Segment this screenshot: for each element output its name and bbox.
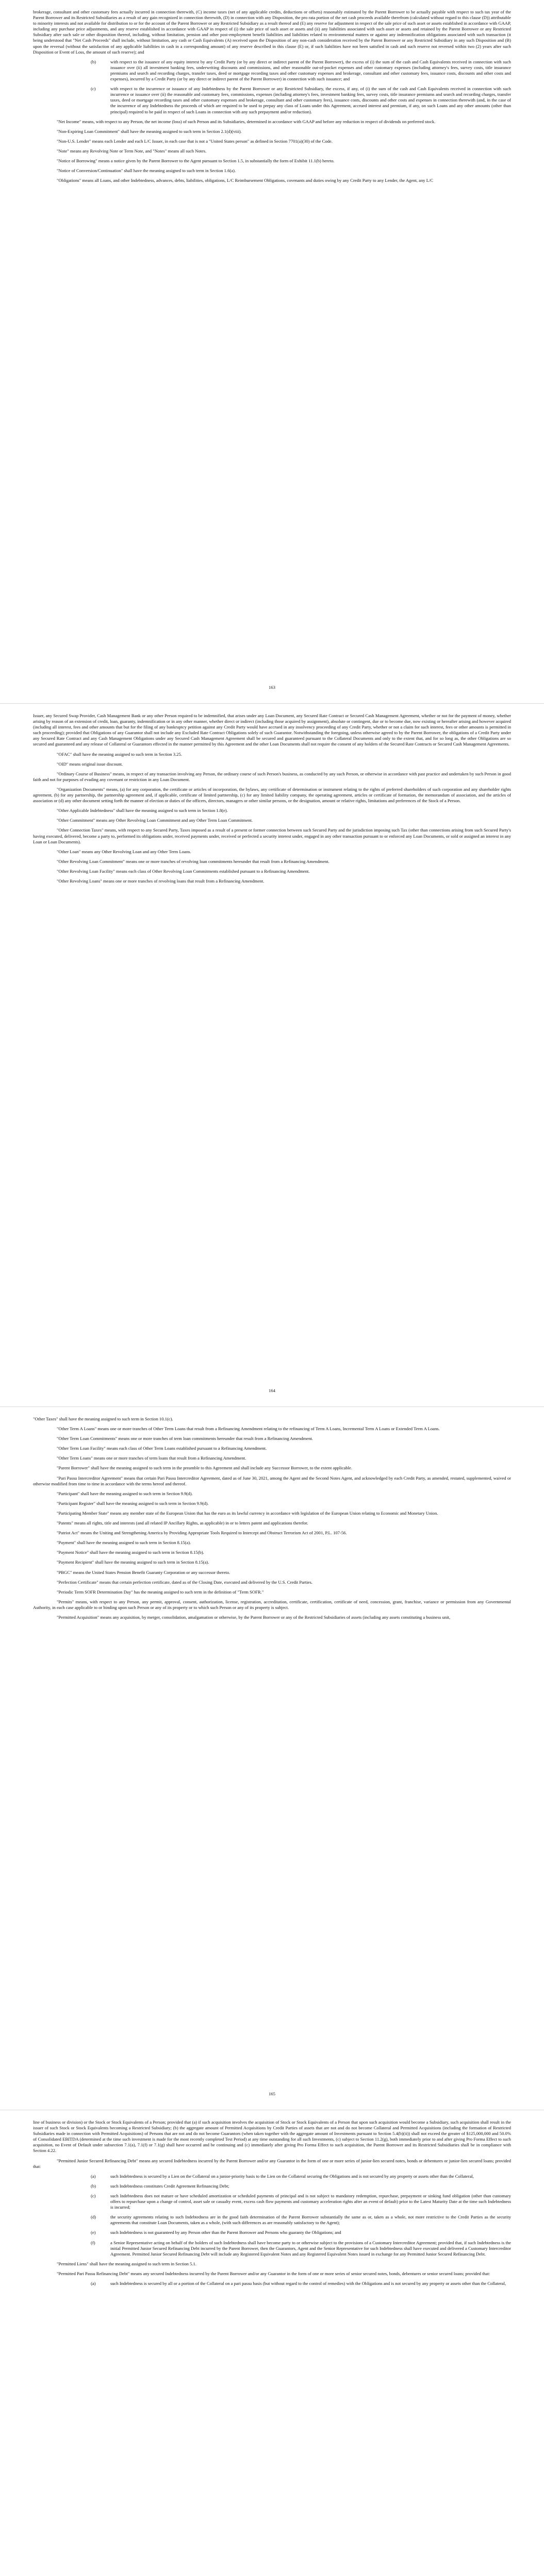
paragraph: "Permitted Liens" shall have the meaning assigned to such term in Section 5.1.	[57, 2261, 196, 2266]
subparagraph-label: (b)	[91, 59, 96, 64]
paragraph: "Notice of Borrowing" means a notice given by the Parent Borrower to the Agent pursuant to Section 1.5, in substantially the form of Exhibit 11.1(b) hereto.	[57, 158, 335, 163]
page-number: 164	[269, 1388, 275, 1393]
page-number: 165	[269, 2091, 275, 2096]
paragraph: "OFAC" shall have the meaning assigned to such term in Section 3.25.	[57, 751, 182, 757]
paragraph: "Permitted Junior Secured Refinancing Debt" means any secured Indebtedness incurred by the Parent Borrower and/or any Guarantor in the form of one or more series of junior-lien secured notes, bonds or debentures or junior-lien secured loans; provided that:	[33, 2158, 511, 2169]
subparagraph-text: with respect to the issuance of any equity interest by any Credit Party (or by any direct or indirect parent of the Parent Borrower), the excess of (i) the sum of the cash and Cash Equivalents received in connection with such issuance over (ii) all investment banking fees, underwriting discounts and commissions, and other reasonable out-of-pocket expenses and other customary expenses (including attorney's fees, survey costs, title insurance premiums and search and recording charges, transfer taxes, deed or mortgage recording taxes and other customary expenses and brokerage, consultant and other customary fees, issuance costs, discounts and other costs and expenses), incurred by a Credit Party (or by any direct or indirect parent of the Parent Borrower) in connection with such issuance; and	[110, 59, 511, 82]
paragraph: "Other Taxes" shall have the meaning assigned to such term in Section 10.1(c).	[33, 1416, 173, 1421]
subparagraph-text: with respect to the incurrence or issuance of any Indebtedness by the Parent Borrower or any Restricted Subsidiary, the excess, if any, of (i) the sum of the cash and Cash Equivalents received in connection with such incurrence or issuance over (ii) the reasonable and customary fees, commissions, expenses (including attorney's fees, investment banking fees, survey costs, title insurance premiums and search and recording charges, transfer taxes, deed or mortgage recording taxes and other customary expenses and brokerage, consultant and other customary fees), issuance costs, discounts and other costs and expenses in connection therewith (and, in the case of the incurrence of any Indebtedness the proceeds of which are required to be used to prepay any class of Loans under this Agreement, accrued interest and premium, if any, on such Loans and any other amounts (other than principal) required to be paid in respect of such Loans in connection with any such prepayment and/or reduction).	[110, 86, 511, 114]
paragraph: "Other Term A Loans" means one or more tranches of Other Term Loans that result from a Refinancing Amendment relating to the refinancing of Term A Loans, Incremental Term A Loans or Extended Term A Loans.	[57, 1426, 440, 1432]
subparagraph-text: such Indebtedness is not guaranteed by any Person other than the Parent Borrower and Persons who guaranty the Obligations; and	[110, 2230, 341, 2235]
paragraph: brokerage, consultant and other customary fees actually incurred in connection therewith, (C) income taxes (net of any applicable credits, deductions or offsets) reasonably estimated by the Parent Borrower to be actually payable with respect to such tax year of the Parent Borrower and its Restricted Subsidiaries as a result of any gain recognized in connection therewith, (D) in connection with any Disposition, the pro rata portion of the net cash proceeds available therefrom (calculated without regard to this clause (D)) attributable to minority interests and not available for distribution to or for the account of the Parent Borrower or any Restricted Subsidiary as a result thereof and (E) any reserve for adjustment in respect of the sale price of such asset or assets established in accordance with GAAP, including any purchase price adjustments, and any reserve established in accordance with GAAP in respect of (i) the sale price of such asset or assets and (ii) any liabilities associated with such asset or assets and retained by the Parent Borrower or any Restricted Subsidiary after such sale or other disposition thereof, including, without limitation, pension and other post-employment benefit liabilities and liabilities related to environmental matters or against any indemnification obligations associated with such transaction (it being understood that "Net Cash Proceeds" shall include, without limitation, any cash or Cash Equivalents (A) received upon the Disposition of any non-cash consideration received by the Parent Borrower or any Restricted Subsidiary in any such Disposition and (B) upon the reversal (without the satisfaction of any applicable liabilities in cash in a corresponding amount) of any reserve described in this clause (E) or, if such liabilities have not been satisfied in cash and such reserve not reversed within two (2) years after such Disposition or Event of Loss, the amount of such reserve); and	[33, 9, 511, 55]
paragraph: "Other Connection Taxes" means, with respect to any Secured Party, Taxes imposed as a result of a present or former connection between such Secured Party and the jurisdiction imposing such Tax (other than connections arising from such Secured Party's having executed, delivered, become a party to, performed its obligations under, received payments under, received or perfected a security interest under, engaged in any other transaction pursuant to or enforced any Loan Documents, or sold or assigned an interest in any Loan or Loan Documents).	[33, 827, 511, 844]
subparagraph	[33, 2183, 511, 2189]
paragraph: "Other Revolving Loan Commitment" means one or more tranches of revolving loan commitments hereunder that result from a Refinancing Amendment.	[57, 858, 329, 864]
paragraph: "OID" means original issue discount.	[57, 761, 123, 767]
paragraph: "PBGC" means the United States Pension Benefit Guaranty Corporation or any successor thereto.	[57, 1569, 230, 1575]
paragraph: "Non-U.S. Lender" means each Lender and each L/C Issuer, in each case that is not a "United States person" as defined in Section 7701(a)(30) of the Code.	[57, 138, 333, 144]
subparagraph-text: the security agreements relating to such Indebtedness are in the good faith determination of the Parent Borrower substantially the same as or, taken as a whole, not more restrictive to the Credit Parties as the security agreements that constitute Loan Documents, taken as a whole, (with such differences as are reasonably satisfactory to the Agent);	[110, 2214, 511, 2226]
page-number: 163	[269, 685, 275, 690]
subparagraph	[33, 2281, 511, 2286]
paragraph: "Patriot Act" means the Uniting and Strengthening America by Providing Appropriate Tools Required to Intercept and Obstruct Terrorism Act of 2001, P.L. 107-56.	[57, 1530, 347, 1536]
paragraph: line of business or division) or the Stock or Stock Equivalents of a Person; provided that (a) if such acquisition involves the acquisition of Stock or Stock Equivalents of a Person that upon such acquisition would become a Subsidiary, such acquisition shall result in the issuer of such Stock or Stock Equivalents becoming a Restricted Subsidiary; (b) the aggregate amount of Permitted Acquisitions by Credit Parties of assets that are not and do not become Collateral and Permitted Acquisitions (including the formation of Restricted Subsidiaries made in connection with Permitted Acquisitions) of Persons that are not and do not become Guarantors (when taken together with the aggregate amount of Investments pursuant to Section 5.4(b)(ii)) shall not exceed the greater of $125,000,000 and 50.0% of Consolidated EBITDA (determined at the time such investment is made for the most recently completed Test Period) at any time outstanding for all such Investments, (c) subject to Section 11.2(g), both immediately prior to and after giving Pro Forma Effect to such acquisition, no Event of Default under subsection 7.1(a), 7.1(f) or 7.1(g) shall have occurred and be continuing and (c) immediately after giving Pro Forma Effect to such acquisition, the Parent Borrower and its Restricted Subsidiaries shall be in compliance with Section 4.22.	[33, 2120, 511, 2154]
subparagraph-label: (a)	[91, 2280, 96, 2286]
subparagraph-label: (c)	[91, 2193, 96, 2198]
paragraph: "Obligations" means all Loans, and other Indebtedness, advances, debts, liabilities, obligations, L/C Reimbursement Obligations, covenants and duties owing by any Credit Party to any Lender, the Agent, any L/C	[57, 178, 434, 183]
paragraph: "Pari Passu Intercreditor Agreement" means that certain Pari Passu Intercreditor Agreement, dated as of June 30, 2021, among the Agent and the Second Notes Agent, and acknowledged by each Credit Party, as amended, restated, supplemented, waived or otherwise modified from time to time in accordance with the terms hereof and thereof.	[33, 1475, 511, 1486]
paragraph: "Non-Expiring Loan Commitment" shall have the meaning assigned to such term in Section 2.1(d)(viii).	[57, 128, 242, 134]
subparagraph-text: such Indebtedness does not mature or have scheduled amortization or scheduled payments of principal and is not subject to mandatory redemption, repurchase, prepayment or sinking fund obligation (other than customary offers to repurchase upon a change of control, asset sale or casualty event, excess cash flow payments and customary acceleration rights after an event of default) prior to the Latest Maturity Date at the time such Indebtedness is incurred;	[110, 2193, 511, 2210]
paragraph: Issuer, any Secured Swap Provider, Cash Management Bank or any other Person required to be indemnified, that arises under any Loan Document, any Secured Rate Contract or Secured Cash Management Agreement, whether or not for the payment of money, whether arising by reason of an extension of credit, loan, guaranty, indemnification or in any other manner, whether direct or indirect (including those acquired by assignment), absolute or contingent, due or to become due, now existing or hereafter arising and however acquired (including all interest, fees and other amounts that but for the filing of any bankruptcy petition against any Credit Party would have accrued in any insolvency proceeding of any Credit Party, whether or not a claim for such interest, fees or other amounts is permitted in such proceeding); provided that Obligations of any Guarantor shall not include any Excluded Rate Contract Obligations solely of such Guarantor. Notwithstanding the foregoing, unless otherwise agreed to by the Parent Borrower, the obligations of a Credit Party under any Secured Rate Contract and any Cash Management Obligations under any Secured Cash Management Agreement shall be secured and guaranteed pursuant to the Collateral Documents and only to the extent that, and for so long as, the other Obligations are so secured and guaranteed and any release of Collateral or Guarantors effected in the manner permitted by this Agreement and the other Loan Documents shall not require the consent of any holders of the Secured Rate Contracts or Secured Cash Management Agreements.	[33, 713, 511, 747]
paragraph: "Payment" shall have the meaning assigned to such term in Section 8.15(a).	[57, 1540, 191, 1546]
subparagraph-label: (f)	[91, 2240, 95, 2245]
subparagraph-text: such Indebtedness constitutes Credit Agreement Refinancing Debt;	[110, 2183, 229, 2189]
subparagraph-text: such Indebtedness is secured by all or a portion of the Collateral on a pari passu basis (but without regard to the control of remedies) with the Obligations and is not secured by any property or assets other than the Collateral,	[110, 2280, 506, 2286]
subparagraph	[33, 2240, 511, 2257]
paragraph: "Other Term Loan Facility" means each class of Other Term Loans established pursuant to a Refinancing Amendment.	[57, 1446, 267, 1451]
paragraph: "Payment Notice" shall have the meaning assigned to such term in Section 8.15(b).	[57, 1550, 204, 1555]
subparagraph-label: (a)	[91, 2173, 96, 2179]
paragraph: "Parent Borrower" shall have the meaning assigned to such term in the preamble to this Agreement and shall include any Successor Borrower, to the extent applicable.	[57, 1465, 352, 1471]
paragraph: "Participant" shall have the meaning assigned to such term in Section 9.9(d).	[57, 1490, 193, 1496]
paragraph: "Other Loan" means any Other Revolving Loan and any Other Term Loans.	[57, 849, 191, 854]
document-page	[0, 1406, 544, 2110]
paragraph: "Other Term Loan Commitments" means one or more tranches of term loan commitments hereunder that result from a Refinancing Amendment.	[57, 1436, 313, 1442]
paragraph: "Other Revolving Loan Facility" means each class of Other Revolving Loan Commitments established pursuant to a Refinancing Amendment.	[57, 868, 310, 874]
paragraph: "Other Applicable Indebtedness" shall have the meaning assigned to such term in Section 1.8(e).	[57, 808, 228, 814]
document-page	[0, 2110, 544, 2576]
paragraph: "Permitted Pari Passu Refinancing Debt" means any secured Indebtedness incurred by the Parent Borrower and/or any Guarantor in the form of one or more series of senior secured notes, bonds, debentures or senior secured loans; provided that:	[57, 2270, 490, 2276]
paragraph: "Note" means any Revolving Note or Term Note, and "Notes" means all such Notes.	[57, 148, 207, 154]
subparagraph-label: (c)	[91, 86, 96, 92]
paragraph: "Patents" means all rights, title and interests (and all related IP Ancillary Rights, as applicable) in or to letters patent and applications therefor.	[57, 1520, 308, 1526]
paragraph: "Payment Recipient" shall have the meaning assigned to such term in Section 8.15(a).	[57, 1560, 209, 1565]
paragraph: "Participant Register" shall have the meaning assigned to such term in Section 9.9(d).	[57, 1500, 209, 1506]
subparagraph	[33, 2193, 511, 2210]
paragraph: "Other Commitment" means any Other Revolving Loan Commitment and any Other Term Loan Commitment.	[57, 818, 253, 823]
document-page	[0, 0, 544, 703]
paragraph: "Ordinary Course of Business" means, in respect of any transaction involving any Person, the ordinary course of such Person's business, as conducted by any such Person, or otherwise in accordance with past practice and undertaken by such Person in good faith and not for purposes of evading any covenant or restriction in any Loan Document.	[33, 771, 511, 782]
paragraph: "Notice of Conversion/Continuation" shall have the meaning assigned to such term in Section 1.6(a).	[57, 168, 236, 174]
paragraph: "Participating Member State" means any member state of the European Union that has the euro as its lawful currency in accordance with legislation of the European Union relating to Economic and Monetary Union.	[57, 1510, 438, 1516]
subparagraph-text: a Senior Representative acting on behalf of the holders of such Indebtedness shall have become party to or otherwise subject to the provisions of a Customary Intercreditor Agreement; provided that, if such Indebtedness is the initial Permitted Junior Secured Refinancing Debt incurred by the Parent Borrower, then the Guarantors, Agent and the Senior Representative for such Indebtedness shall have executed and delivered a Customary Intercreditor Agreement. Permitted Junior Secured Refinancing Debt will include any Registered Equivalent Notes and any Registered Equivalent Notes issued in exchange for any Permitted Junior Secured Refinancing Debt.	[110, 2240, 511, 2257]
paragraph: "Organization Documents" means, (a) for any corporation, the certificate or articles of incorporation, the bylaws, any certificate of determination or instrument relating to the rights of preferred shareholders of such corporation and any shareholder rights agreement, (b) for any partnership, the partnership agreement and, if applicable, certificate of limited partnership, (c) for any limited liability company, the operating agreement, articles or certificate of formation, the memorandum of association, and the articles of association or (d) any other document setting forth the manner of election or duties of the officers, directors, managers or other similar persons, or the designation, amount or relative rights, limitations and preferences of the Stock of a Person.	[33, 786, 511, 804]
subparagraph	[33, 2174, 511, 2179]
subparagraph-label: (e)	[91, 2230, 96, 2235]
document-page	[0, 703, 544, 1406]
subparagraph-label: (d)	[91, 2214, 96, 2220]
paragraph: "Perfection Certificate" means that certain perfection certificate, dated as of the Closing Date, executed and delivered by the U.S. Credit Parties.	[57, 1579, 312, 1585]
subparagraph-label: (b)	[91, 2183, 96, 2189]
subparagraph	[33, 59, 511, 82]
paragraph: "Permits" means, with respect to any Person, any permit, approval, consent, authorization, license, registration, accreditation, certificate, certification, certificate of need, concession, grant, franchise, variance or permission from any Governmental Authority, in each case applicable to or binding upon such Person or any of its property or to which such Person or any of its property is subject.	[33, 1599, 511, 1610]
paragraph: "Periodic Term SOFR Determination Day" has the meaning assigned to such term in the definition of "Term SOFR."	[57, 1589, 264, 1595]
subparagraph-text: such Indebtedness is secured by a Lien on the Collateral on a junior-priority basis to the Lien on the Collateral securing the Obligations and is not secured by any property or assets other than the Collateral,	[110, 2173, 474, 2179]
subparagraph	[33, 2230, 511, 2235]
paragraph: "Net Income" means, with respect to any Person, the net income (loss) of such Person and its Subsidiaries, determined in accordance with GAAP and before any reduction in respect of dividends on preferred stock.	[57, 118, 436, 124]
subparagraph	[33, 2214, 511, 2226]
paragraph: "Permitted Acquisition" means any acquisition, by merger, consolidation, amalgamation or otherwise, by the Parent Borrower or any of the Restricted Subsidiaries of assets (including any assets constituting a business unit,	[57, 1614, 451, 1620]
subparagraph	[33, 86, 511, 114]
paragraph: "Other Revolving Loans" means one or more tranches of revolving loans that result from a Refinancing Amendment.	[57, 878, 265, 884]
paragraph: "Other Term Loans" means one or more tranches of term loans that result from a Refinancing Amendment.	[57, 1455, 246, 1461]
